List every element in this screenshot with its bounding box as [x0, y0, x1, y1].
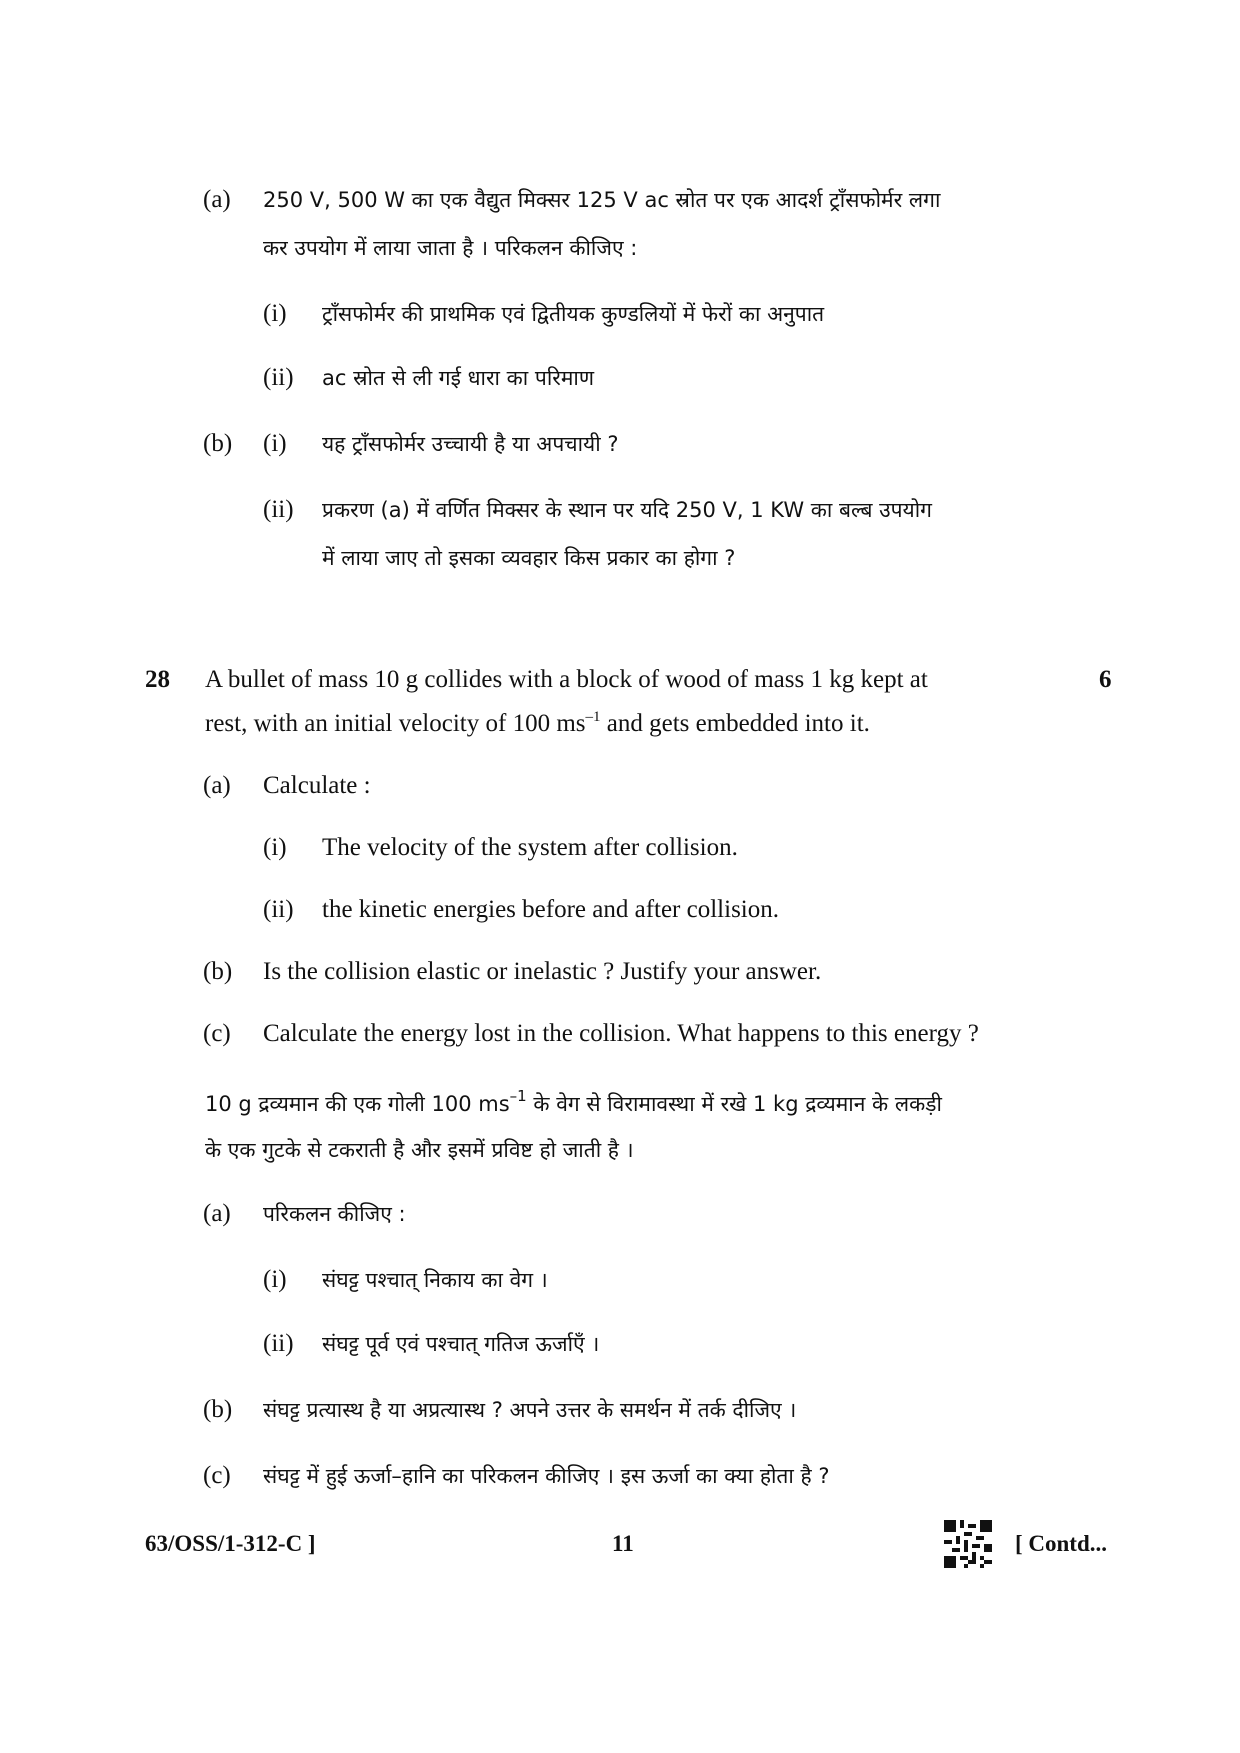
q28-c-text: Calculate the energy lost in the collision. What happens to this energy ?	[263, 1020, 979, 1047]
q28-hindi-label-b: (b)	[203, 1396, 233, 1423]
label-a-i: (i)	[263, 300, 287, 327]
q28-stem-line2	[205, 708, 870, 740]
contd-label: [ Contd...	[1015, 1531, 1108, 1556]
q28-hindi-a-i-text: संघट्ट पश्चात् निकाय का वेग ।	[322, 1268, 548, 1292]
q28-a-ii-text: the kinetic energies before and after collision.	[322, 896, 779, 923]
q28-hindi-stem-line1-pre: 10 g द्रव्यमान की एक गोली 100 ms	[205, 1092, 510, 1116]
q27-a-ii-text: ac स्रोत से ली गई धारा का परिमाण	[322, 366, 595, 390]
qr-code-icon	[944, 1520, 992, 1568]
q28-hindi-a-text: परिकलन कीजिए :	[263, 1202, 406, 1226]
q27-b-ii-line1: प्रकरण (a) में वर्णित मिक्सर के स्थान पर यदि 250 V, 1 KW का बल्ब उपयोग	[322, 498, 933, 522]
question-number: 28	[145, 666, 170, 693]
paper-code: 63/OSS/1-312-C ]	[145, 1531, 316, 1556]
q28-hindi-stem-line1	[205, 1088, 942, 1120]
question-marks: 6	[1099, 666, 1112, 693]
q28-hindi-label-a-i: (i)	[263, 1266, 287, 1293]
q28-stem-line2-post: and gets embedded into it.	[600, 710, 870, 737]
label-b: (b)	[203, 430, 233, 457]
q28-stem-line2-pre: rest, with an initial velocity of 100 ms	[205, 710, 586, 737]
q28-label-a: (a)	[203, 772, 231, 799]
label-a-ii: (ii)	[263, 364, 294, 391]
page-number: 11	[612, 1531, 634, 1556]
q28-hindi-stem-line1-post: के वेग से विरामावस्था में रखे 1 kg द्रव्यमान के लकड़ी	[526, 1092, 942, 1116]
q28-hindi-b-text: संघट्ट प्रत्यास्थ है या अप्रत्यास्थ ? अपने उत्तर के समर्थन में तर्क दीजिए ।	[263, 1398, 797, 1422]
q28-hindi-stem-exponent: –1	[509, 1087, 527, 1105]
q27-a-text-line2: कर उपयोग में लाया जाता है । परिकलन कीजिए :	[263, 236, 638, 260]
q28-a-i-text: The velocity of the system after collision.	[322, 834, 738, 861]
q28-hindi-label-a: (a)	[203, 1200, 231, 1227]
q28-label-a-i: (i)	[263, 834, 287, 861]
q28-hindi-stem-line2: के एक गुटके से टकराती है और इसमें प्रविष्ट हो जाती है ।	[205, 1138, 634, 1162]
q28-label-a-ii: (ii)	[263, 896, 294, 923]
q28-label-c: (c)	[203, 1020, 231, 1047]
q28-label-b: (b)	[203, 958, 233, 985]
q28-hindi-label-c: (c)	[203, 1462, 231, 1489]
label-b-ii: (ii)	[263, 496, 294, 523]
label-b-i: (i)	[263, 430, 287, 457]
q27-b-i-text: यह ट्राँसफोर्मर उच्चायी है या अपचायी ?	[322, 432, 619, 456]
q28-hindi-c-text: संघट्ट में हुई ऊर्जा–हानि का परिकलन कीजिए । इस ऊर्जा का क्या होता है ?	[263, 1464, 830, 1488]
q27-a-text-line1: 250 V, 500 W का एक वैद्युत मिक्सर 125 V ac स्रोत पर एक आदर्श ट्राँसफोर्मर लगा	[263, 188, 941, 212]
q27-a-i-text: ट्राँसफोर्मर की प्राथमिक एवं द्वितीयक कुण्डलियों में फेरों का अनुपात	[322, 302, 825, 326]
q28-hindi-label-a-ii: (ii)	[263, 1330, 294, 1357]
label-a: (a)	[203, 186, 231, 213]
q28-b-text: Is the collision elastic or inelastic ? Justify your answer.	[263, 958, 822, 985]
q28-hindi-a-ii-text: संघट्ट पूर्व एवं पश्चात् गतिज ऊर्जाएँ ।	[322, 1332, 600, 1356]
q28-stem-exponent: –1	[585, 709, 601, 725]
q28-stem-line1: A bullet of mass 10 g collides with a block of wood of mass 1 kg kept at	[205, 666, 928, 693]
q28-a-text: Calculate :	[263, 772, 371, 799]
q27-b-ii-line2: में लाया जाए तो इसका व्यवहार किस प्रकार का होगा ?	[322, 546, 736, 570]
